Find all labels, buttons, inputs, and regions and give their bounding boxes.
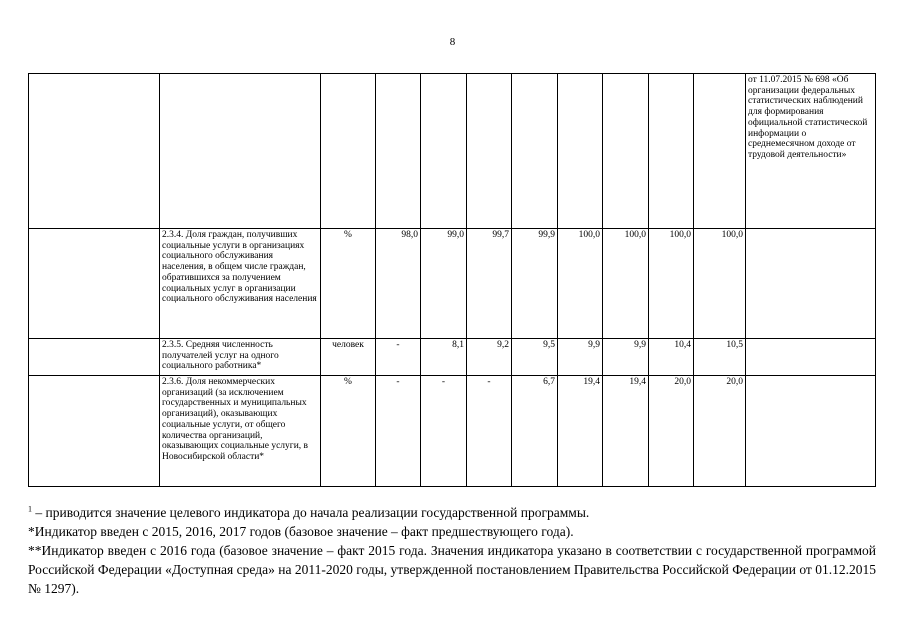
note-cell: [746, 376, 876, 487]
value-cell: 9,9: [558, 339, 603, 376]
value-cell: 100,0: [603, 229, 649, 339]
value-cell: -: [467, 376, 512, 487]
indicator-cell: 2.3.4. Доля граждан, получивших социальные услуги в организациях социального обслуживания населения, в общем числе граждан, обратившихся за получением социальных услуг в организации социального обслуживания населения: [160, 229, 321, 339]
value-cell: 19,4: [603, 376, 649, 487]
value-cell: 100,0: [649, 229, 694, 339]
unit-cell: %: [321, 376, 376, 487]
note-cell: [746, 229, 876, 339]
unit-cell: [321, 74, 376, 229]
value-cell: 100,0: [694, 229, 746, 339]
value-cell: [603, 74, 649, 229]
value-cell: 9,5: [512, 339, 558, 376]
value-cell: [512, 74, 558, 229]
blank-cell: [29, 339, 160, 376]
value-cell: 99,7: [467, 229, 512, 339]
unit-cell: человек: [321, 339, 376, 376]
value-cell: [694, 74, 746, 229]
value-cell: 20,0: [649, 376, 694, 487]
value-cell: 100,0: [558, 229, 603, 339]
value-cell: [467, 74, 512, 229]
value-cell: [558, 74, 603, 229]
table-row: [29, 339, 876, 376]
page-number: 8: [449, 36, 456, 48]
footnotes: [28, 503, 876, 598]
indicators-table: [28, 73, 876, 487]
value-cell: -: [376, 339, 421, 376]
unit-cell: %: [321, 229, 376, 339]
value-cell: 8,1: [421, 339, 467, 376]
value-cell: 99,9: [512, 229, 558, 339]
value-cell: 98,0: [376, 229, 421, 339]
value-cell: [376, 74, 421, 229]
indicator-cell: 2.3.5. Средняя численность получателей услуг на одного социального работника*: [160, 339, 321, 376]
footnote-mark: 1: [28, 504, 32, 514]
indicator-cell: [160, 74, 321, 229]
value-cell: [421, 74, 467, 229]
note-cell: от 11.07.2015 № 698 «Об организации федеральных статистических наблюдений для формирования официальной статистической информации о среднемесячном доходе от трудовой деятельности»: [746, 74, 876, 229]
table-row: [29, 229, 876, 339]
blank-cell: [29, 74, 160, 229]
table-row: [29, 376, 876, 487]
footnote-1-text: – приводится значение целевого индикатора до начала реализации государственной программы.: [32, 505, 590, 520]
indicator-cell: 2.3.6. Доля некоммерческих организаций (за исключением государственных и муниципальных организаций), оказывающих социальные услуги, от общего количества организаций, оказывающих социальные услуги, в Новосибирской области*: [160, 376, 321, 487]
blank-cell: [29, 376, 160, 487]
footnote-3: **Индикатор введен с 2016 года (базовое значение – факт 2015 года. Значения индикатора указано в соответствии с государственной программой Российской Федерации «Доступная среда» на 2011-2020 годы, утвержденной постановлением Правительства Российской Федерации от 01.12.2015 № 1297).: [28, 543, 876, 596]
value-cell: 20,0: [694, 376, 746, 487]
value-cell: 19,4: [558, 376, 603, 487]
value-cell: 10,4: [649, 339, 694, 376]
value-cell: 10,5: [694, 339, 746, 376]
table-row: [29, 74, 876, 229]
footnote-1: [28, 503, 876, 522]
blank-cell: [29, 229, 160, 339]
value-cell: 99,0: [421, 229, 467, 339]
footnote-2: *Индикатор введен с 2015, 2016, 2017 годов (базовое значение – факт предшествующего года).: [28, 524, 574, 539]
value-cell: -: [376, 376, 421, 487]
note-cell: [746, 339, 876, 376]
value-cell: 6,7: [512, 376, 558, 487]
value-cell: 9,9: [603, 339, 649, 376]
value-cell: -: [421, 376, 467, 487]
value-cell: 9,2: [467, 339, 512, 376]
value-cell: [649, 74, 694, 229]
